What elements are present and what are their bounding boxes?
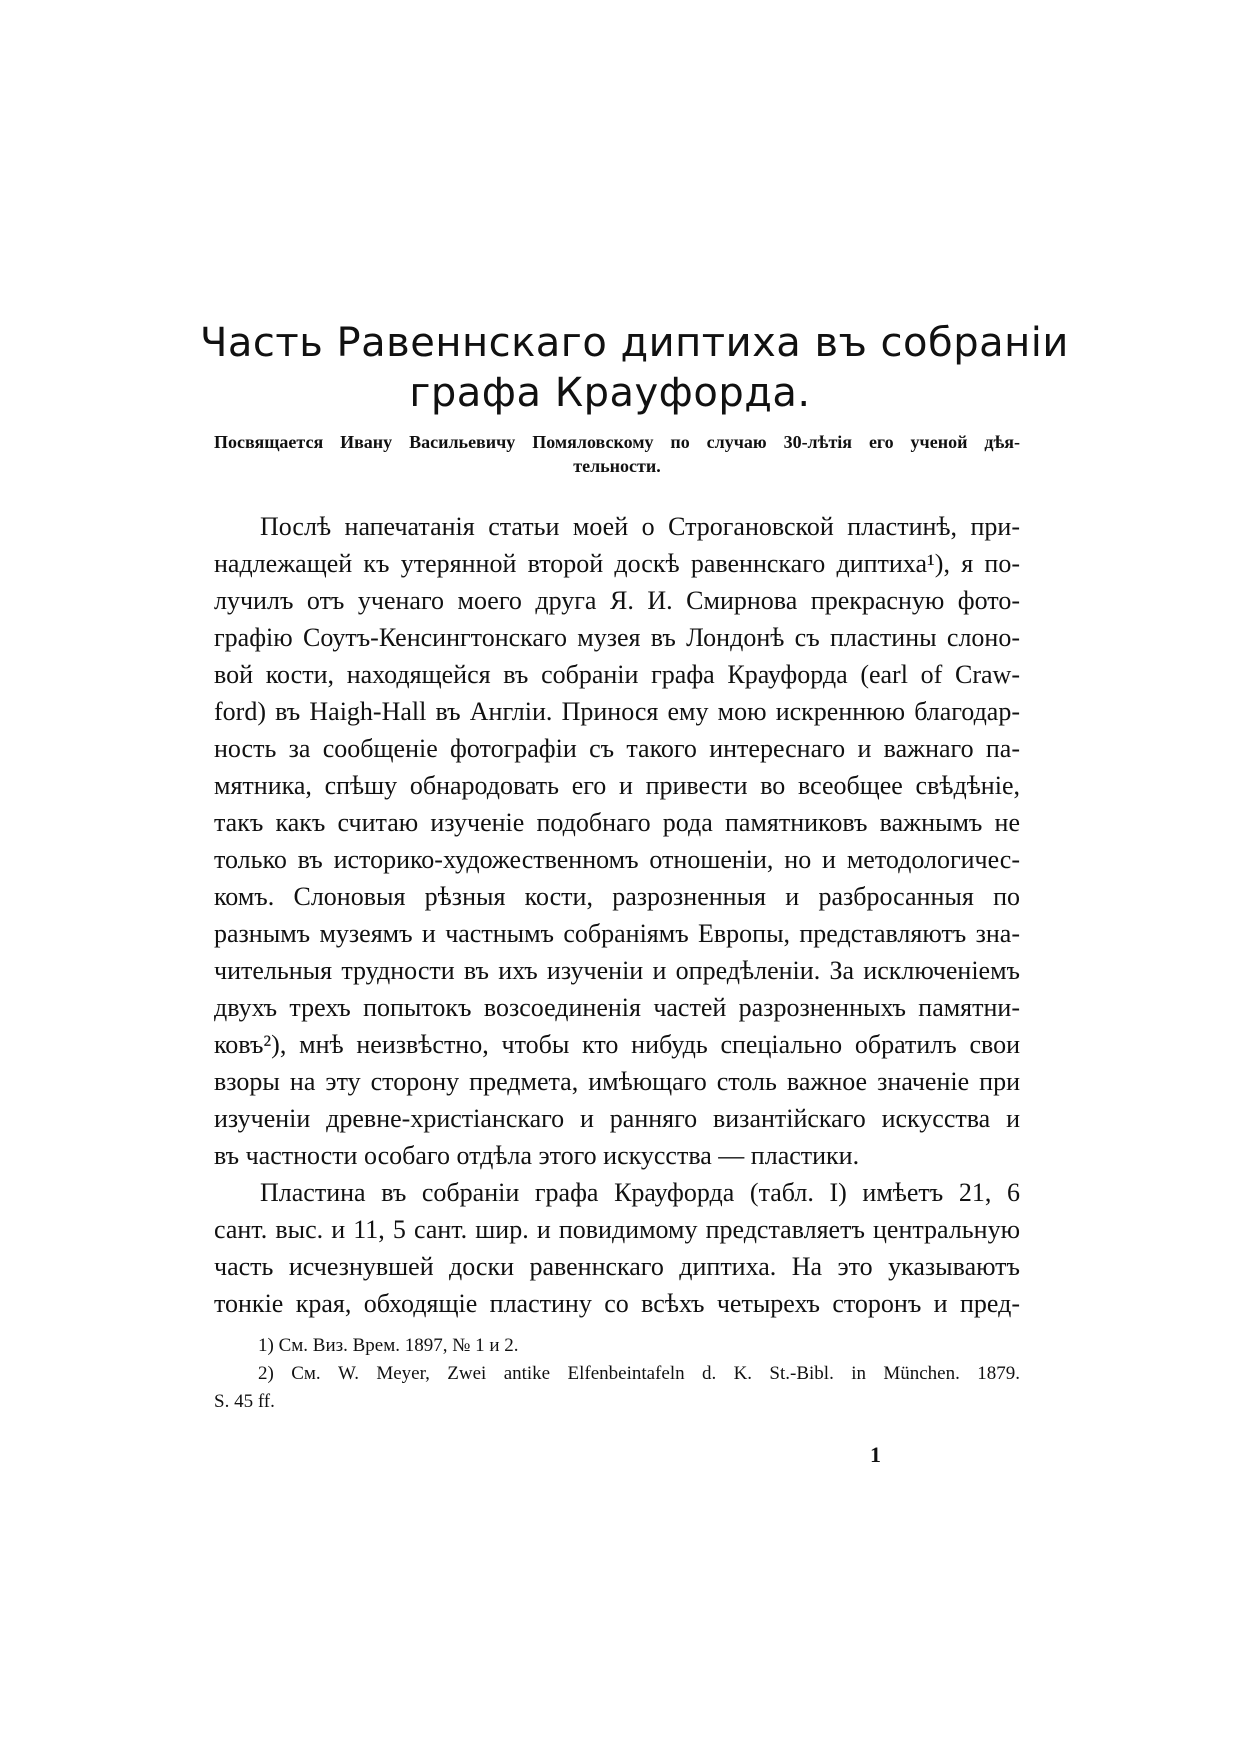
- text-line: часть исчезнувшей доски равеннскаго диптиха. На это указываютъ: [214, 1252, 1020, 1281]
- text-line: комъ. Слоновыя рѣзныя кости, разрозненныя и разбросанныя по: [214, 882, 1020, 911]
- footnotes: [214, 1332, 1020, 1416]
- text-line: такъ какъ считаю изученіе подобнаго рода памятниковъ важнымъ не: [214, 808, 1020, 837]
- text-line: лучилъ отъ ученаго моего друга Я. И. Смирнова прекрасную фото-: [214, 586, 1020, 615]
- text-line: изученіи древне-христіанскаго и ранняго византійскаго искусства и: [214, 1104, 1020, 1133]
- text-line: тонкіе края, обходящіе пластину со всѣхъ четырехъ сторонъ и пред-: [214, 1289, 1020, 1318]
- body-text: [214, 508, 1020, 1322]
- text-line: ford) въ Haigh-Hall въ Англіи. Принося ему мою искреннюю благодар-: [214, 697, 1020, 726]
- paragraph-1: [214, 508, 1020, 1174]
- dedication-line-1: Посвящается Ивану Васильевичу Помяловскому по случаю 30-лѣтія его ученой дѣя-: [214, 432, 1020, 452]
- text-line: въ частности особаго отдѣла этого искусства — пластики.: [214, 1141, 860, 1170]
- text-line: вой кости, находящейся въ собраніи графа Крауфорда (earl of Craw-: [214, 660, 1020, 689]
- title-line-2: графа Крауфорда.: [409, 370, 811, 416]
- dedication: [214, 430, 1020, 478]
- paragraph-2: [214, 1174, 1020, 1322]
- text-line: Пластина въ собраніи графа Крауфорда (табл. I) имѣетъ 21, 6: [260, 1178, 1020, 1207]
- text-line: разнымъ музеямъ и частнымъ собраніямъ Европы, представляютъ зна-: [214, 919, 1020, 948]
- text-line: ность за сообщеніе фотографіи съ такого интереснаго и важнаго па-: [214, 734, 1020, 763]
- page-number: 1: [870, 1442, 881, 1467]
- footnote-1: 1) См. Виз. Врем. 1897, № 1 и 2.: [258, 1335, 519, 1356]
- text-line: ковъ²), мнѣ неизвѣстно, чтобы кто нибудь спеціально обратилъ свои: [214, 1030, 1020, 1059]
- text-line: графію Соутъ-Кенсингтонскаго музея въ Лондонѣ съ пластины слоно-: [214, 623, 1020, 652]
- text-line: Послѣ напечатанія статьи моей о Строгановской пластинѣ, при-: [260, 512, 1020, 541]
- dedication-line-2: тельности.: [573, 456, 661, 476]
- article-title: [200, 318, 1069, 418]
- text-line: мятника, спѣшу обнародовать его и привести во всеобщее свѣдѣніе,: [214, 771, 1020, 800]
- text-line: взоры на эту сторону предмета, имѣющаго столь важное значеніе при: [214, 1067, 1020, 1096]
- footnote-2: 2) См. W. Meyer, Zwei antike Elfenbeintafeln d. K. St.-Bibl. in München. 1879.: [258, 1363, 1020, 1384]
- text-line: сант. выс. и 11, 5 сант. шир. и повидимому представляетъ центральную: [214, 1215, 1020, 1244]
- text-line: надлежащей къ утерянной второй доскѣ равеннскаго диптиха¹), я по-: [214, 549, 1020, 578]
- title-line-1: Часть Равеннскаго диптиха въ собраніи: [200, 320, 1069, 366]
- text-line: двухъ трехъ попытокъ возсоединенія частей разрозненныхъ памятни-: [214, 993, 1020, 1022]
- text-line: только въ историко-художественномъ отношеніи, но и методологичес-: [214, 845, 1020, 874]
- footnote-2-continuation: S. 45 ff.: [214, 1391, 275, 1412]
- text-line: чительныя трудности въ ихъ изученіи и опредѣленіи. За исключеніемъ: [214, 956, 1020, 985]
